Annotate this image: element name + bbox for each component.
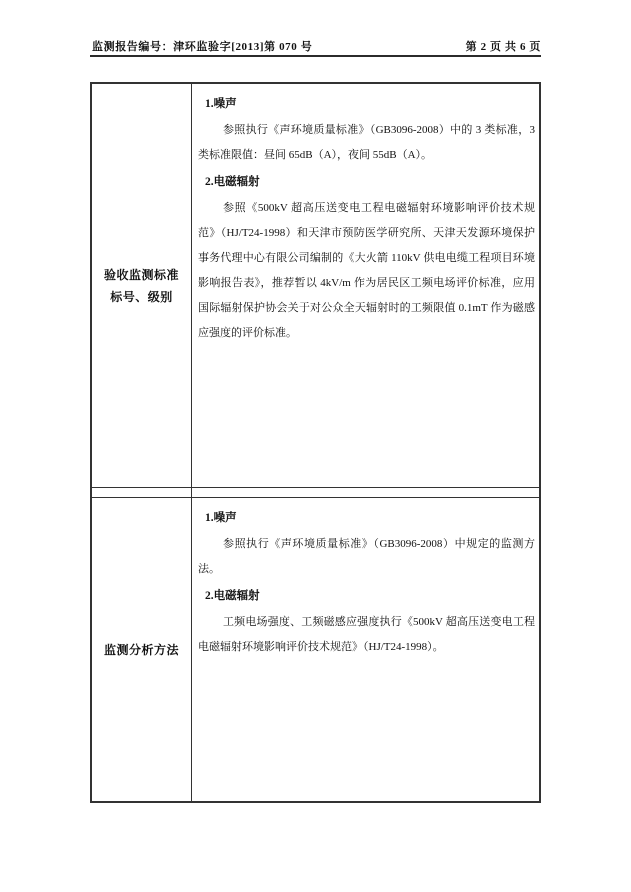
- methods-emr-body: 工频电场强度、工频磁感应强度执行《500kV 超高压送变电工程电磁辐射环境影响评价技术规范》（HJ/T24-1998）。: [198, 616, 535, 653]
- standards-content-cell: [192, 84, 539, 487]
- standards-emr-title: 2.电磁辐射: [205, 176, 260, 188]
- spacer-label-cell: [92, 488, 192, 497]
- standards-label-line2: 标号、级别: [110, 289, 173, 304]
- report-number: 监测报告编号：津环监验字[2013]第 070 号: [92, 41, 313, 53]
- standards-emr-body: 参照《500kV 超高压送变电工程电磁辐射环境影响评价技术规范》（HJ/T24-1998）和天津市预防医学研究所、天津天发源环境保护事务代理中心有限公司编制的《大火箭 110kV 供电电缆工程项目环境影响报告表》，推荐暂以 4kV/m 作为居民区工频电场评价标准，应用国际辐射保护协会关于对公众全天辐射时的工频限值 0.1mT 作为磁感应强度的评价标准。: [198, 202, 535, 339]
- header-rule: [90, 55, 541, 57]
- standards-row-label: [92, 84, 192, 487]
- standards-label-line1: 验收监测标准: [103, 267, 179, 282]
- methods-emr-title: 2.电磁辐射: [205, 590, 260, 602]
- methods-noise-title: 1.噪声: [205, 512, 237, 524]
- table-row-standards: [92, 84, 539, 488]
- methods-label-line: 监测分析方法: [103, 642, 179, 657]
- page-indicator: 第 2 页 共 6 页: [465, 41, 541, 53]
- table-row-methods: [92, 498, 539, 801]
- page-header: [92, 38, 541, 54]
- methods-noise-body: 参照执行《声环境质量标准》（GB3096-2008）中规定的监测方法。: [198, 538, 535, 575]
- report-table: [90, 82, 541, 803]
- standards-noise-body: 参照执行《声环境质量标准》（GB3096-2008）中的 3 类标准，3 类标准限值：昼间 65dB（A），夜间 55dB（A）。: [198, 124, 535, 161]
- methods-content-cell: [192, 498, 539, 801]
- standards-noise-title: 1.噪声: [205, 98, 237, 110]
- table-row-spacer: [92, 488, 539, 498]
- methods-row-label: [92, 498, 192, 801]
